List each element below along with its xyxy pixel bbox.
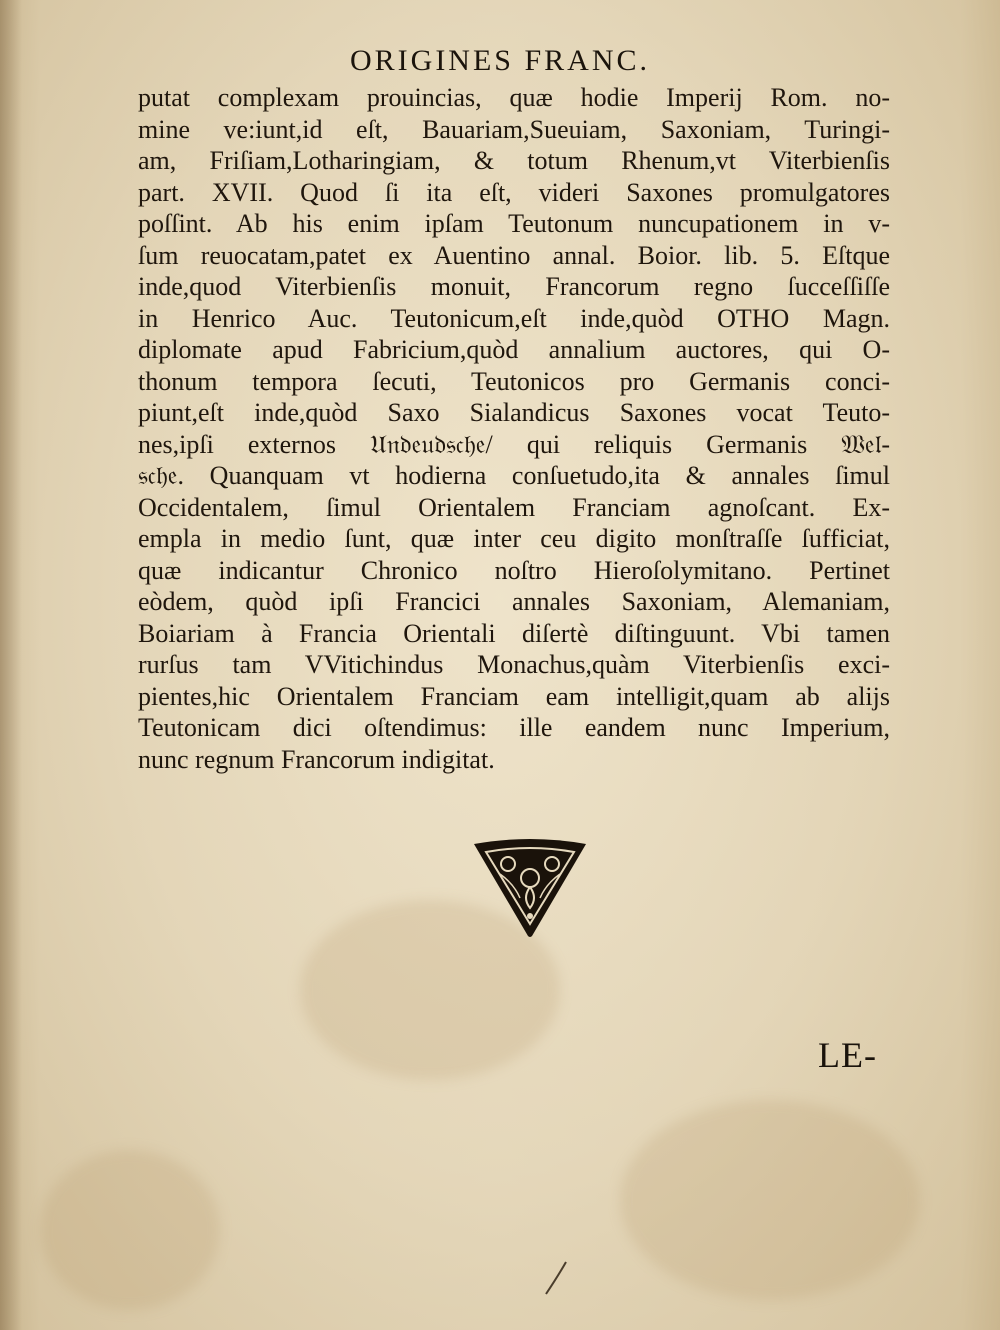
text-line: Occidentalem, ſimul Orientalem Franciam agnoſcant. Ex- — [138, 492, 890, 522]
paper-stain — [620, 1100, 920, 1300]
text-line: thonum tempora ſecuti, Teutonicos pro Germanis conci- — [138, 366, 890, 396]
text-line: 𝔰𝔠𝔥𝔢. Quanquam vt hodierna conſuetudo,ita & annales ſimul — [138, 461, 890, 490]
text-line: piunt,eſt inde,quòd Saxo Sialandicus Saxones vocat Teuto- — [138, 398, 890, 427]
text-line: putat complexam prouincias, quæ hodie Imperij Rom. no- — [138, 83, 890, 112]
text-line: part. XVII. Quod ſi ita eſt, videri Saxones promulgatores — [138, 177, 890, 207]
text-line: poſſint. Ab his enim ipſam Teutonum nuncupationem in v- — [138, 209, 890, 238]
text-line: pientes,hic Orientalem Franciam eam intelligit,quam ab alijs — [138, 681, 890, 711]
text-line: quæ indicantur Chronico noſtro Hieroſolymitano. Pertinet — [138, 555, 890, 585]
page-left-edge-shadow — [0, 0, 22, 1330]
pencil-mark-icon — [536, 1258, 576, 1298]
text-line: mine ve:iunt,id eſt, Bauariam,Sueuiam, Saxoniam, Turingi- — [138, 114, 890, 144]
text-line: rurſus tam VVitichindus Monachus,quàm Viterbienſis exci- — [138, 650, 890, 679]
paper-stain — [40, 1150, 220, 1310]
text-line: nunc regnum Francorum indigitat. — [138, 744, 495, 774]
text-line: inde,quod Viterbienſis monuit, Francorum regno ſucceſſiſſe — [138, 272, 890, 301]
text-line: nes,ipſi externos 𝔘𝔫𝔡𝔢𝔲𝔡𝔰𝔠𝔥𝔢/ qui reliquis Germanis 𝔚𝔢𝔩- — [138, 429, 890, 459]
text-line: empla in medio ſunt, quæ inter ceu digito monſtraſſe ſufficiat, — [138, 524, 890, 553]
text-line: am, Friſiam,Lotharingiam, & totum Rhenum,vt Viterbienſis — [138, 146, 890, 175]
body-text — [138, 82, 890, 775]
tailpiece-ornament-icon — [470, 838, 590, 938]
text-line: Boiariam à Francia Orientali diſertè diſtinguunt. Vbi tamen — [138, 618, 890, 648]
text-line: ſum reuocatam,patet ex Auentino annal. Boior. lib. 5. Eſtque — [138, 240, 890, 270]
running-head: ORIGINES FRANC. — [349, 44, 651, 77]
text-line: in Henrico Auc. Teutonicum,eſt inde,quòd OTHO Magn. — [138, 303, 890, 333]
text-line: diplomate apud Fabricium,quòd annalium auctores, qui O- — [138, 335, 890, 364]
text-line: Teutonicam dici oſtendimus: ille eandem nunc Imperium, — [138, 713, 890, 742]
text-line: eòdem, quòd ipſi Francici annales Saxoniam, Alemaniam, — [138, 587, 890, 616]
catchword: LE- — [818, 1035, 877, 1075]
